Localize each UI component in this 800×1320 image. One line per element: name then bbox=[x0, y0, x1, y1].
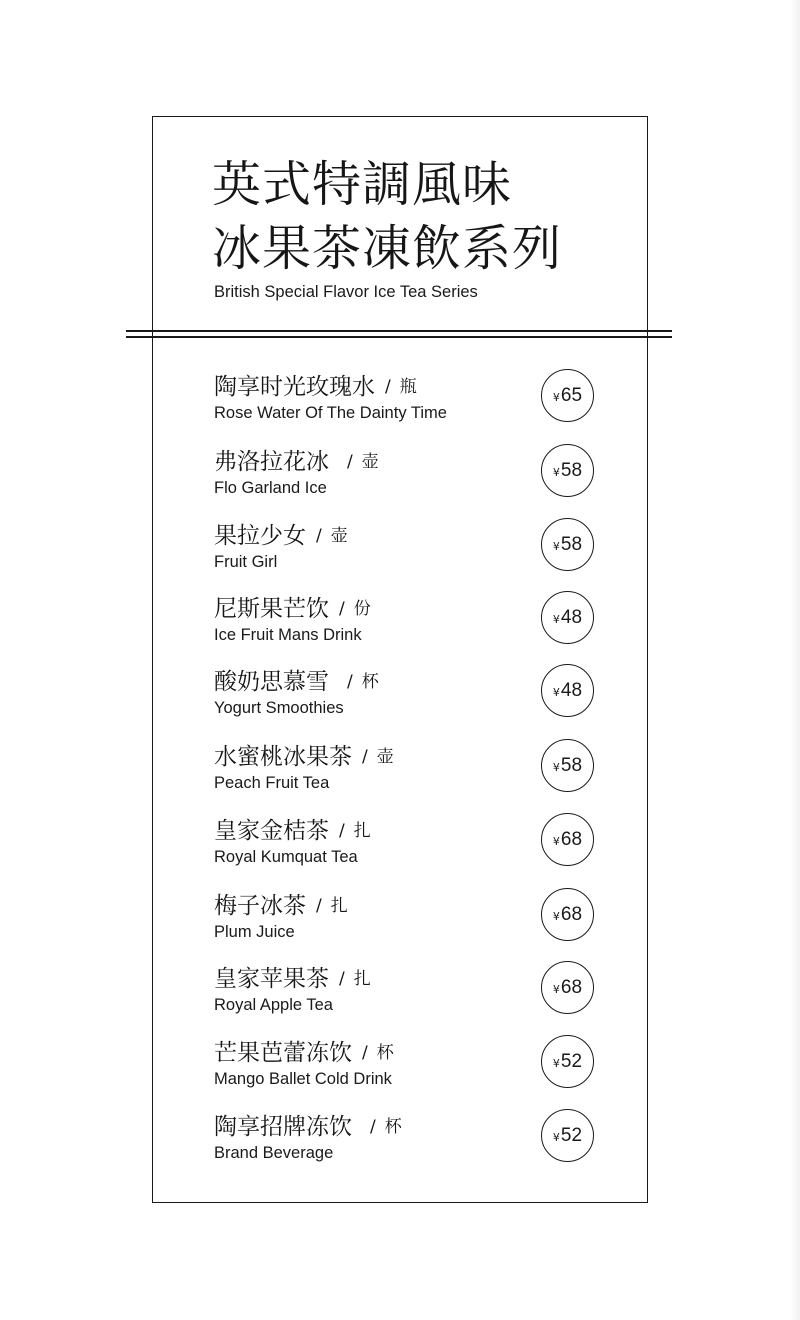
price-value: 52 bbox=[560, 1051, 583, 1072]
item-name-zh: 梅子冰茶 bbox=[214, 893, 306, 919]
currency-symbol: ¥ bbox=[552, 685, 560, 699]
menu-item bbox=[0, 598, 800, 658]
price-badge bbox=[541, 961, 594, 1014]
item-name-en: Yogurt Smoothies bbox=[214, 699, 344, 717]
price-badge bbox=[541, 369, 594, 422]
item-name-zh: 芒果芭蕾冻饮 bbox=[214, 1040, 352, 1066]
item-name-zh-line bbox=[214, 671, 379, 694]
menu-item bbox=[0, 525, 800, 585]
item-name-zh-line bbox=[214, 598, 371, 621]
menu-item bbox=[0, 895, 800, 955]
menu-item bbox=[0, 746, 800, 806]
menu-item bbox=[0, 1042, 800, 1102]
item-separator: / bbox=[370, 1117, 376, 1137]
currency-symbol: ¥ bbox=[552, 834, 560, 848]
item-unit: 杯 bbox=[376, 1043, 394, 1063]
item-name-en: Mango Ballet Cold Drink bbox=[214, 1070, 392, 1088]
item-name-zh: 陶享招牌冻饮 bbox=[214, 1114, 352, 1140]
price-value: 58 bbox=[560, 755, 583, 776]
price-badge bbox=[541, 1109, 594, 1162]
price-value: 58 bbox=[560, 534, 583, 555]
item-separator: / bbox=[347, 672, 353, 692]
item-unit: 壶 bbox=[361, 452, 379, 472]
item-name-en: Ice Fruit Mans Drink bbox=[214, 626, 362, 644]
item-name-zh-line bbox=[214, 746, 394, 769]
item-separator: / bbox=[362, 1043, 368, 1063]
item-unit: 杯 bbox=[384, 1117, 402, 1137]
item-name-zh: 水蜜桃冰果茶 bbox=[214, 744, 352, 770]
item-name-zh: 陶享时光玫瑰水 bbox=[214, 374, 375, 400]
currency-symbol: ¥ bbox=[552, 909, 560, 923]
currency-symbol: ¥ bbox=[552, 390, 560, 404]
price-value: 58 bbox=[560, 460, 583, 481]
item-name-zh-line bbox=[214, 820, 371, 843]
currency-symbol: ¥ bbox=[552, 760, 560, 774]
item-name-en: Brand Beverage bbox=[214, 1144, 334, 1162]
price-value: 68 bbox=[560, 904, 583, 925]
item-name-zh-line bbox=[214, 1042, 394, 1065]
item-name-en: Plum Juice bbox=[214, 923, 295, 941]
item-name-en: Royal Kumquat Tea bbox=[214, 848, 358, 866]
item-separator: / bbox=[347, 452, 353, 472]
item-name-zh: 果拉少女 bbox=[214, 523, 306, 549]
currency-symbol: ¥ bbox=[552, 465, 560, 479]
price-badge bbox=[541, 664, 594, 717]
price-badge bbox=[541, 739, 594, 792]
price-value: 68 bbox=[560, 829, 583, 850]
item-unit: 杯 bbox=[361, 672, 379, 692]
item-unit: 扎 bbox=[353, 821, 371, 841]
currency-symbol: ¥ bbox=[552, 539, 560, 553]
item-name-zh-line bbox=[214, 525, 348, 548]
menu-title-english: British Special Flavor Ice Tea Series bbox=[214, 283, 478, 301]
currency-symbol: ¥ bbox=[552, 1130, 560, 1144]
item-unit: 瓶 bbox=[399, 377, 417, 397]
item-separator: / bbox=[339, 969, 345, 989]
item-name-en: Peach Fruit Tea bbox=[214, 774, 330, 792]
item-name-zh-line bbox=[214, 376, 417, 399]
menu-item bbox=[0, 451, 800, 511]
price-badge bbox=[541, 444, 594, 497]
item-name-zh-line bbox=[214, 968, 371, 991]
price-badge bbox=[541, 1035, 594, 1088]
title-divider-top bbox=[126, 330, 672, 332]
item-name-en: Fruit Girl bbox=[214, 553, 278, 571]
price-value: 48 bbox=[560, 607, 583, 628]
item-name-zh-line bbox=[214, 451, 379, 474]
item-name-en: Rose Water Of The Dainty Time bbox=[214, 404, 447, 422]
item-unit: 壶 bbox=[330, 526, 348, 546]
item-unit: 份 bbox=[353, 599, 371, 619]
currency-symbol: ¥ bbox=[552, 982, 560, 996]
price-value: 52 bbox=[560, 1125, 583, 1146]
price-value: 65 bbox=[560, 385, 583, 406]
item-unit: 扎 bbox=[353, 969, 371, 989]
menu-item bbox=[0, 968, 800, 1028]
currency-symbol: ¥ bbox=[552, 612, 560, 626]
item-name-zh: 皇家金桔茶 bbox=[214, 818, 329, 844]
title-divider-bottom bbox=[126, 336, 672, 338]
item-name-zh: 弗洛拉花冰 bbox=[214, 449, 329, 475]
item-separator: / bbox=[316, 896, 322, 916]
item-unit: 壶 bbox=[376, 747, 394, 767]
menu-item bbox=[0, 820, 800, 880]
price-badge bbox=[541, 518, 594, 571]
item-separator: / bbox=[339, 599, 345, 619]
item-name-zh: 酸奶思慕雪 bbox=[214, 669, 329, 695]
item-name-zh-line bbox=[214, 895, 348, 918]
item-separator: / bbox=[339, 821, 345, 841]
currency-symbol: ¥ bbox=[552, 1056, 560, 1070]
menu-item bbox=[0, 1116, 800, 1176]
price-badge bbox=[541, 591, 594, 644]
menu-title-line2: 冰果茶凍飲系列 bbox=[212, 220, 563, 277]
price-value: 68 bbox=[560, 977, 583, 998]
menu-title-line1: 英式特調風味 bbox=[212, 156, 513, 213]
menu-item bbox=[0, 671, 800, 731]
item-separator: / bbox=[362, 747, 368, 767]
item-unit: 扎 bbox=[330, 896, 348, 916]
price-badge bbox=[541, 888, 594, 941]
item-separator: / bbox=[316, 526, 322, 546]
price-badge bbox=[541, 813, 594, 866]
item-name-zh: 尼斯果芒饮 bbox=[214, 596, 329, 622]
item-name-zh: 皇家苹果茶 bbox=[214, 966, 329, 992]
menu-item bbox=[0, 376, 800, 436]
item-separator: / bbox=[385, 377, 391, 397]
price-value: 48 bbox=[560, 680, 583, 701]
item-name-en: Flo Garland Ice bbox=[214, 479, 327, 497]
item-name-zh-line bbox=[214, 1116, 402, 1139]
item-name-en: Royal Apple Tea bbox=[214, 996, 333, 1014]
